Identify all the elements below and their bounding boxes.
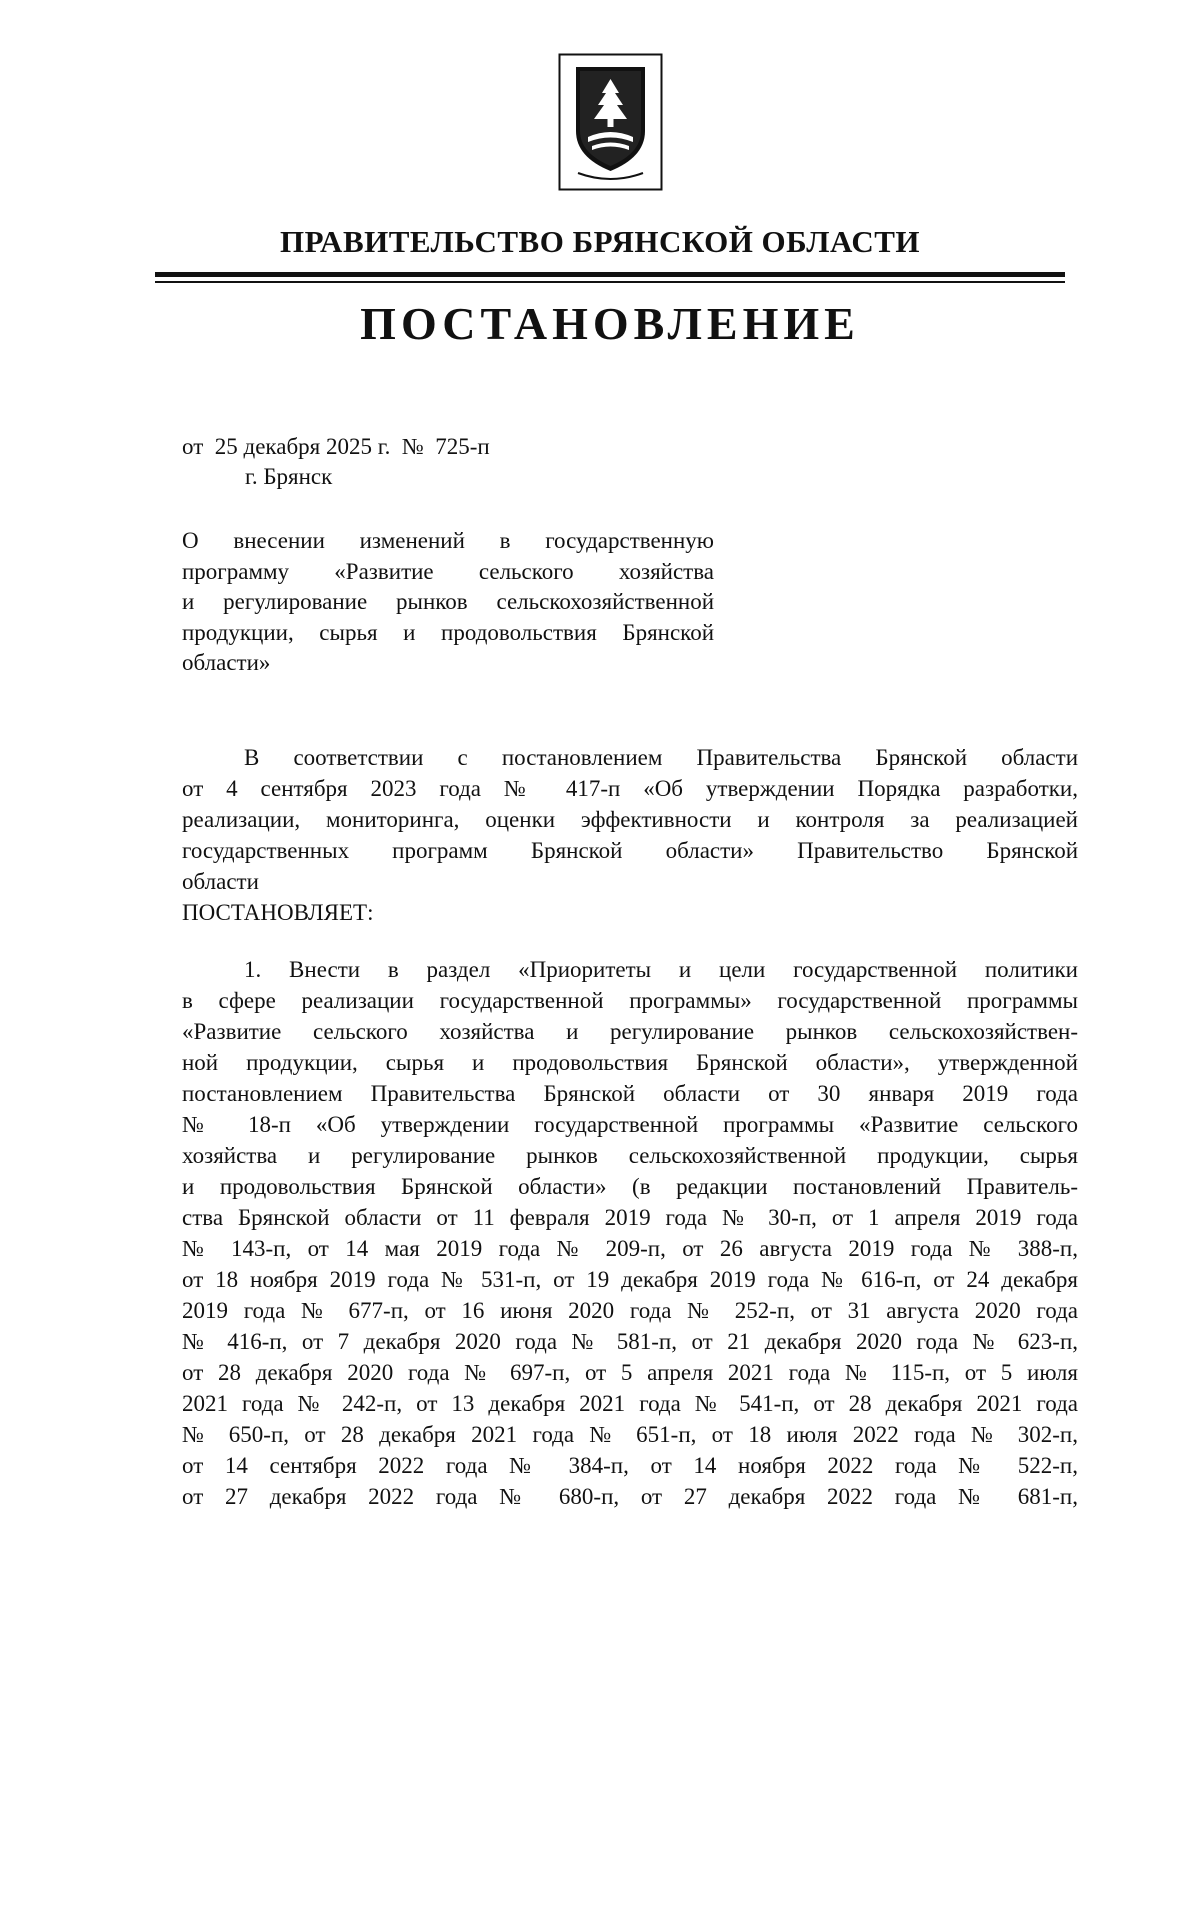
- clause-line: 2021 года № 242-п, от 13 декабря 2021 года № 541-п, от 28 декабря 2021 года: [182, 1391, 1078, 1416]
- clause-line: № 416-п, от 7 декабря 2020 года № 581-п, от 21 декабря 2020 года № 623-п,: [182, 1329, 1078, 1354]
- header-divider-thick: [155, 272, 1065, 277]
- document-subject: [182, 526, 714, 679]
- clause-line: от 27 декабря 2022 года № 680-п, от 27 декабря 2022 года № 681-п,: [182, 1484, 1078, 1509]
- preamble-line: области: [182, 869, 259, 894]
- clause-line: № 650-п, от 28 декабря 2021 года № 651-п, от 18 июля 2022 года № 302-п,: [182, 1422, 1078, 1447]
- clause-1-paragraph: [182, 954, 1078, 1512]
- subject-line: области»: [182, 650, 271, 675]
- preamble-line: государственных программ Брянской области» Правительство Брянской: [182, 838, 1078, 863]
- clause-line: постановлением Правительства Брянской области от 30 января 2019 года: [182, 1081, 1078, 1106]
- clause-line: от 28 декабря 2020 года № 697-п, от 5 апреля 2021 года № 115-п, от 5 июля: [182, 1360, 1078, 1385]
- subject-line: О внесении изменений в государственную: [182, 528, 714, 553]
- preamble-line: реализации, мониторинга, оценки эффективности и контроля за реализацией: [182, 807, 1078, 832]
- clause-line: от 14 сентября 2022 года № 384-п, от 14 ноября 2022 года № 522-п,: [182, 1453, 1078, 1478]
- organization-name: ПРАВИТЕЛЬСТВО БРЯНСКОЙ ОБЛАСТИ: [279, 224, 921, 259]
- subject-line: и регулирование рынков сельскохозяйственной: [182, 589, 714, 614]
- document-type-title: ПОСТАНОВЛЕНИЕ: [360, 298, 860, 349]
- coat-of-arms-icon: [558, 53, 663, 191]
- clause-line: и продовольствия Брянской области» (в редакции постановлений Правитель-: [182, 1174, 1078, 1199]
- clause-line: хозяйства и регулирование рынков сельскохозяйственной продукции, сырья: [182, 1143, 1078, 1168]
- preamble-line: В соответствии с постановлением Правительства Брянской области: [244, 745, 1078, 770]
- clause-line: № 143-п, от 14 мая 2019 года № 209-п, от 26 августа 2019 года № 388-п,: [182, 1236, 1078, 1261]
- subject-line: программу «Развитие сельского хозяйства: [182, 558, 714, 584]
- clause-line: № 18-п «Об утверждении государственной программы «Развитие сельского: [182, 1112, 1078, 1137]
- clause-line: 1. Внести в раздел «Приоритеты и цели государственной политики: [244, 957, 1078, 982]
- document-date-number: от 25 декабря 2025 г. № 725-п: [182, 434, 490, 459]
- clause-line: в сфере реализации государственной программы» государственной программы: [182, 988, 1078, 1013]
- clause-line: «Развитие сельского хозяйства и регулирование рынков сельскохозяйствен-: [182, 1019, 1078, 1044]
- resolves-keyword: ПОСТАНОВЛЯЕТ:: [182, 900, 374, 925]
- clause-line: ной продукции, сырья и продовольствия Брянской области», утвержденной: [182, 1050, 1078, 1075]
- clause-line: ства Брянской области от 11 февраля 2019 года № 30-п, от 1 апреля 2019 года: [182, 1205, 1078, 1230]
- preamble-line: от 4 сентября 2023 года № 417-п «Об утверждении Порядка разработки,: [182, 776, 1078, 801]
- subject-line: продукции, сырья и продовольствия Брянской: [182, 619, 714, 645]
- document-city: г. Брянск: [245, 464, 333, 489]
- preamble-paragraph: [182, 742, 1078, 928]
- clause-line: 2019 года № 677-п, от 16 июня 2020 года № 252-п, от 31 августа 2020 года: [182, 1298, 1078, 1323]
- header-divider-thin: [155, 281, 1065, 283]
- clause-line: от 18 ноября 2019 года № 531-п, от 19 декабря 2019 года № 616-п, от 24 декабря: [182, 1267, 1078, 1292]
